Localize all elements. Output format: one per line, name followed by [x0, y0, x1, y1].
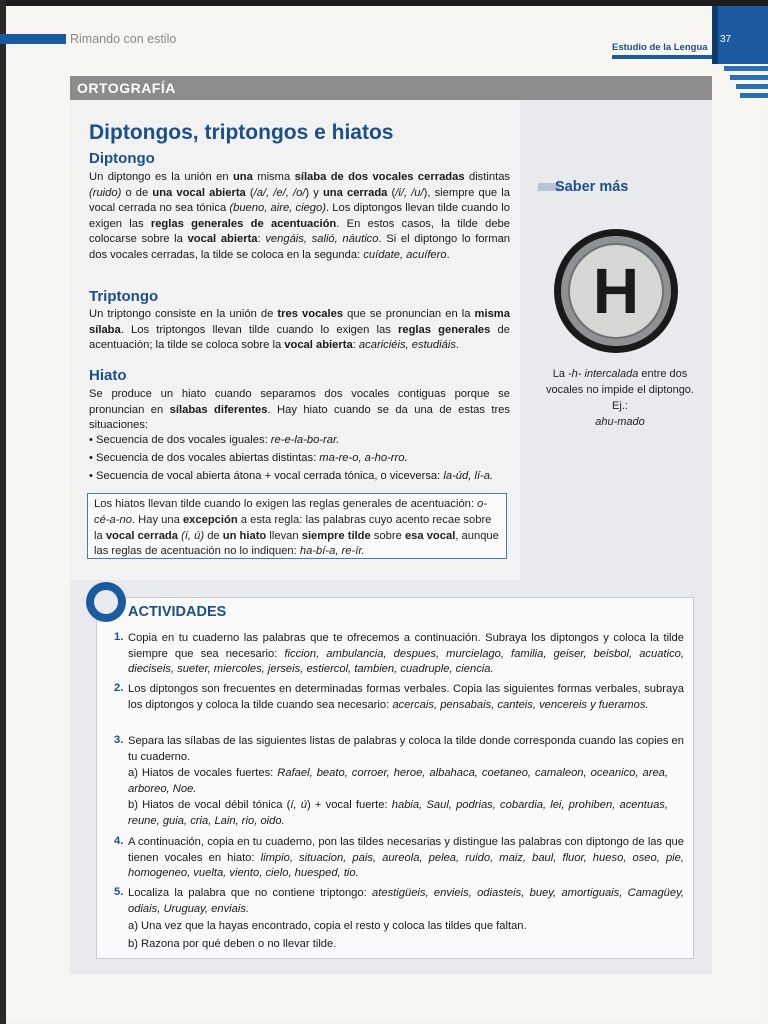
- list-item: • Secuencia de dos vocales abiertas distintas: ma-re-o, a-ho-rro.: [89, 452, 408, 464]
- list-item: • Secuencia de dos vocales iguales: re-e-la-bo-rar.: [89, 434, 340, 446]
- header-stripe: [740, 93, 768, 98]
- activities-heading: ACTIVIDADES: [128, 604, 227, 620]
- rule-note-box: Los hiatos llevan tilde cuando lo exigen las reglas generales de acentuación: o-cé-a-no. Hay una excepción a esta regla: las palabras cuyo acento recae sobre la vocal cerrada (í, ú) de un hiato llevan siempre tilde sobre esa vocal, aunque las reglas de acentuación no lo indiquen: ha-bí-a, re-ír.: [87, 493, 507, 559]
- typewriter-key-image: [536, 226, 698, 356]
- activity-subitem: b) Razona por qué deben o no llevar tilde.: [128, 938, 337, 950]
- header-stripe: [724, 66, 768, 71]
- activity-item: A continuación, copia en tu cuaderno, pon las tildes necesarias y distingue las palabras con diptongo de las que tienen vocales en hiato: limpio, situacion, pais, aureola, pelea, ruido, maiz, baul, fluor, hueso, oseo, pie, homogeneo, vuelta, viento, cielo, huesped, tio.: [128, 836, 684, 879]
- scan-edge-left: [0, 0, 6, 1024]
- activity-number: 4.: [114, 835, 124, 847]
- running-title: Rimando con estilo: [70, 32, 177, 46]
- activity-item: Localiza la palabra que no contiene triptongo: atestigüeis, envieis, odiasteis, buey, amortiguais, Camagüey, odiais, Uruguay, enviais.: [128, 887, 684, 915]
- activity-item: Los diptongos son frecuentes en determinadas formas verbales. Copia las siguientes formas verbales, subraya los diptongos y coloca la tilde cuando sea necesario: acercais, pensabais, canteis, vencereis y fueramos.: [128, 683, 684, 711]
- paragraph-diptongo: Un diptongo es la unión en una misma sílaba de dos vocales cerradas distintas (ruido) o de una vocal abierta (/a/, /e/, /o/) y una cerrada (/i/, /u/), siempre que la vocal cerrada no sea tónica (bueno, aire, ciego). Los diptongos llevan tilde cuando lo exigen las reglas generales de acentuación. En estos casos, la tilde debe colocarse sobre la vocal abierta: vengáis, salió, náutico. Si el diptongo lo forman dos vocales cerradas, la tilde se coloca en la segunda: cuídate, acuífero.: [89, 171, 511, 261]
- saber-mas-caption: La -h- intercalada entre dos vocales no impide el diptongo. Ej.: ahu-mado: [546, 368, 694, 428]
- paragraph-triptongo: Un triptongo consiste en la unión de tres vocales que se pronuncian en la misma sílaba. Los triptongos llevan tilde cuando lo exigen las reglas generales de acentuación; la tilde se coloca sobre la vocal abierta: acariciéis, estudiáis.: [89, 308, 510, 351]
- activity-subitem: a) Hiatos de vocales fuertes: Rafael, beato, corroer, heroe, albahaca, coetaneo, camaleon, oceanico, area, arboreo, Noe.: [128, 767, 668, 795]
- activity-item: Separa las sílabas de las siguientes listas de palabras y coloca la tilde donde corresponda cuando las copies en tu cuaderno.: [128, 735, 684, 763]
- key-letter: H: [592, 255, 640, 327]
- paragraph-hiato: Se produce un hiato cuando separamos dos vocales contiguas porque se pronuncian en sílabas diferentes. Hay hiato cuando se da una de estas tres situaciones:: [89, 388, 510, 431]
- activity-number: 1.: [114, 631, 124, 643]
- activity-number: 5.: [114, 886, 124, 898]
- heading-triptongo: Triptongo: [89, 288, 159, 305]
- activities-circle-icon: [86, 582, 126, 622]
- activity-subitem: b) Hiatos de vocal débil tónica (í, ú) + vocal fuerte: habia, Saul, podrias, cobardia, lei, prohiben, acentuas, reune, guia, cria, Lain, rio, oido.: [128, 799, 669, 827]
- saber-mas-heading: Saber más: [555, 179, 629, 195]
- heading-diptongo: Diptongo: [89, 150, 155, 167]
- heading-hiato: Hiato: [89, 367, 127, 384]
- section-banner: [70, 76, 712, 100]
- header-blue-tab: [0, 34, 66, 44]
- scan-edge-top: [0, 0, 768, 6]
- banner-label: ORTOGRAFÍA: [77, 80, 176, 96]
- list-item: • Secuencia de vocal abierta átona + vocal cerrada tónica, o viceversa: la-úd, lí-a.: [89, 470, 494, 482]
- page-number: 37: [720, 34, 732, 45]
- activity-subitem: a) Una vez que la hayas encontrado, copia el resto y coloca las tildes que faltan.: [128, 920, 527, 932]
- section-rule: [612, 55, 712, 59]
- header-stripe: [730, 75, 768, 80]
- section-label: Estudio de la Lengua: [612, 42, 708, 53]
- page-title: Diptongos, triptongos e hiatos: [89, 121, 394, 144]
- activity-number: 2.: [114, 682, 124, 694]
- activity-item: Copia en tu cuaderno las palabras que te ofrecemos a continuación. Subraya los diptongos y coloca la tilde siempre que sea necesario: ficcion, ambulancia, despues, murcielago, familia, geiser, beisbol, acuatico, dieciseis, sueter, miercoles, jerseis, estiercol, tambien, cuadruple, ciencia.: [128, 632, 684, 675]
- header-stripe: [736, 84, 768, 89]
- activity-number: 3.: [114, 734, 124, 746]
